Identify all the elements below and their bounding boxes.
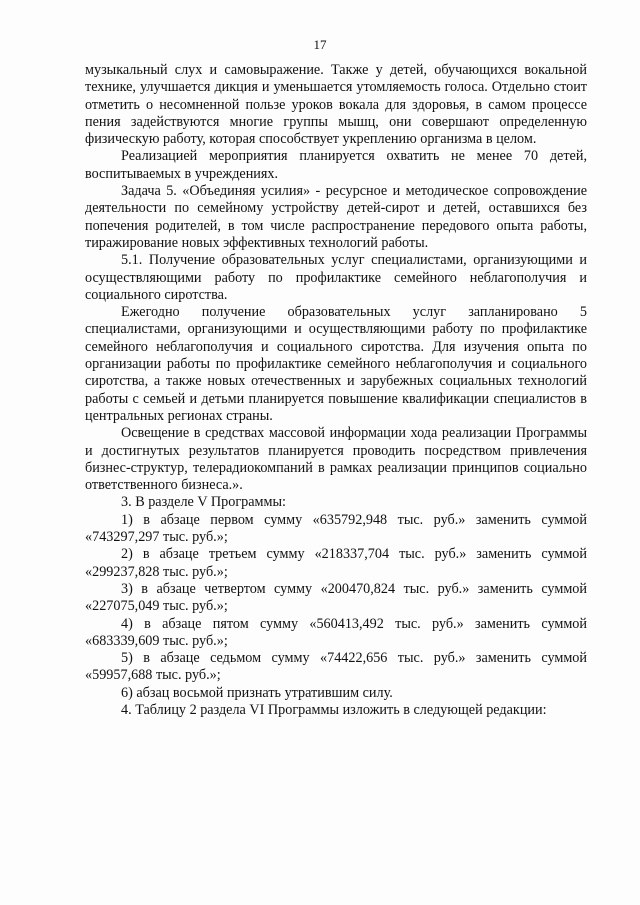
paragraph: Задача 5. «Объединяя усилия» - ресурсное и методическое сопровождение деятельности по семейному устройству детей-сирот и детей, оставшихся без попечения родителей, в том числе распространение передового опыта работы, тиражирование новых эффективных технологий работы. — [85, 183, 587, 251]
document-body — [85, 62, 587, 719]
paragraph: Реализацией мероприятия планируется охватить не менее 70 детей, воспитываемых в учреждениях. — [85, 148, 587, 182]
paragraph: музыкальный слух и самовыражение. Также у детей, обучающихся вокальной технике, улучшается дикция и уменьшается утомляемость голоса. Отдельно стоит отметить о несомненной пользе уроков вокала для здоровья, в самом процессе пения задействуются многие группы мышц, они совершают определенную физическую работу, которая способствует укреплению организма в целом. — [85, 62, 587, 148]
list-item: 2) в абзаце третьем сумму «218337,704 тыс. руб.» заменить суммой «299237,828 тыс. руб.»; — [85, 546, 587, 580]
list-item: 6) абзац восьмой признать утратившим силу. — [121, 684, 393, 701]
list-item: 1) в абзаце первом сумму «635792,948 тыс. руб.» заменить суммой «743297,297 тыс. руб.»; — [85, 511, 587, 546]
list-item: 4) в абзаце пятом сумму «560413,492 тыс. руб.» заменить суммой «683339,609 тыс. руб.»; — [85, 615, 587, 649]
paragraph: Освещение в средствах массовой информации хода реализации Программы и достигнутых результатов планируется проводить посредством привлечения бизнес-структур, телерадиокомпаний в рамках реализации принципов социально ответственного бизнеса.». — [85, 425, 587, 494]
page-number: 17 — [313, 37, 327, 52]
paragraph: 5.1. Получение образовательных услуг специалистами, организующими и осуществляющими работу по профилактике семейного неблагополучия и социального сиротства. — [85, 252, 587, 303]
paragraph: 4. Таблицу 2 раздела VI Программы изложить в следующей редакции: — [121, 701, 547, 718]
list-item: 5) в абзаце седьмом сумму «74422,656 тыс. руб.» заменить суммой «59957,688 тыс. руб.»; — [85, 650, 587, 684]
paragraph: Ежегодно получение образовательных услуг запланировано 5 специалистами, организующими и осуществляющими работу по профилактике семейного неблагополучия и социального сиротства. Для изучения опыта по организации работы по профилактике семейного неблагополучия и социального сиротства, а также новых отечественных и зарубежных социальных технологий работы с семьей и детьми планируется повышение квалификации специалистов в центральных регионах страны. — [85, 304, 587, 424]
list-item: 3) в абзаце четвертом сумму «200470,824 тыс. руб.» заменить суммой «227075,049 тыс. руб.»; — [85, 580, 587, 615]
paragraph: 3. В разделе V Программы: — [121, 494, 286, 511]
